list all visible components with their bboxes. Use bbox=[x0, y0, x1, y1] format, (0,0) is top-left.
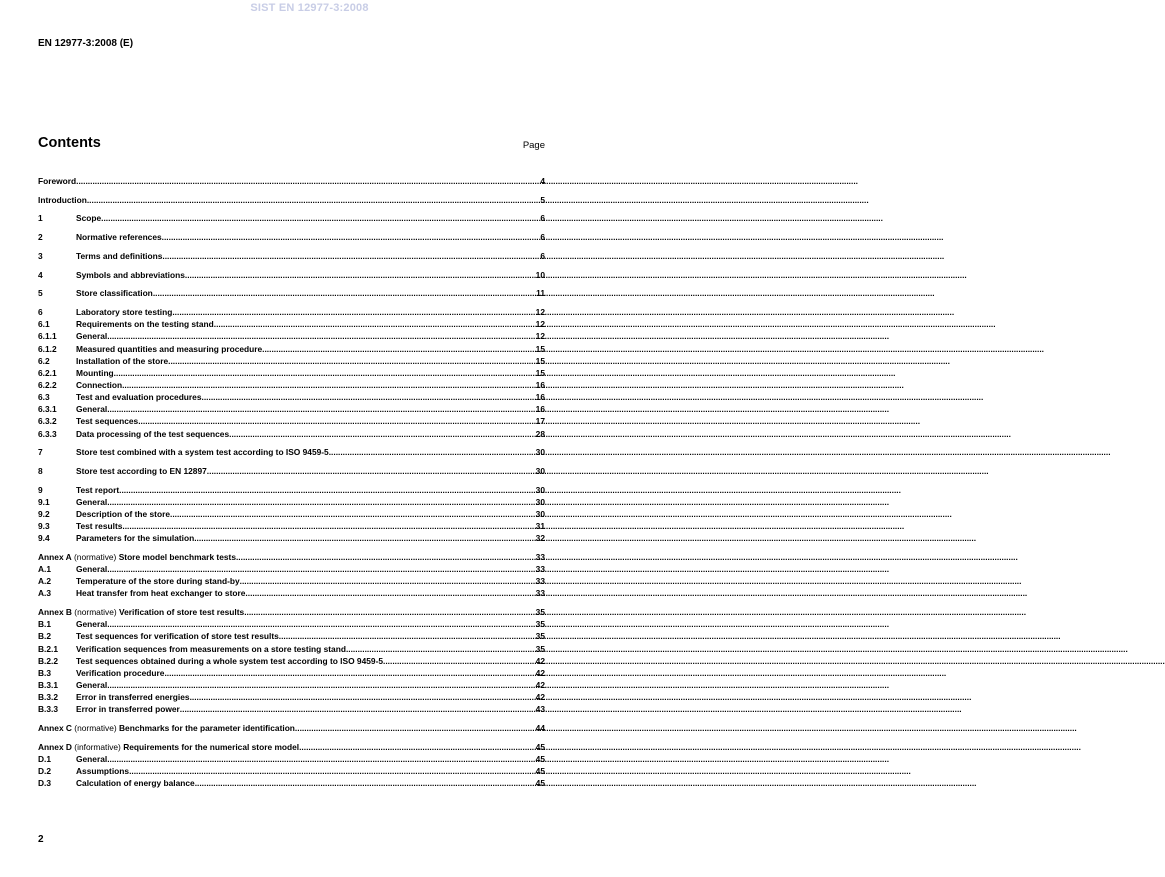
annex-label: Annex B bbox=[38, 607, 72, 618]
toc-entry-page: 15 bbox=[535, 367, 545, 378]
annex-title: Requirements for the numerical store model bbox=[123, 741, 300, 752]
toc-entry[interactable] bbox=[38, 379, 545, 391]
toc-entry-page: 16 bbox=[535, 392, 545, 403]
toc-entry-number: B.1 bbox=[38, 619, 52, 630]
table-of-contents bbox=[38, 175, 545, 796]
toc-entry-number: A.2 bbox=[38, 576, 52, 587]
toc-entry-title: Parameters for the simulation bbox=[76, 533, 195, 544]
dot-leader bbox=[153, 287, 536, 299]
dot-leader bbox=[107, 753, 535, 765]
toc-entry-page: 35 bbox=[535, 631, 545, 642]
toc-entry-page: 45 bbox=[535, 766, 545, 777]
annex-label: Annex A bbox=[38, 552, 72, 563]
dot-leader bbox=[236, 551, 536, 563]
toc-entry-number: 6.2 bbox=[38, 355, 50, 366]
annex-kind: (normative) bbox=[71, 552, 119, 563]
toc-entry-page: 35 bbox=[535, 619, 545, 630]
toc-entry[interactable] bbox=[38, 355, 545, 367]
toc-entry-title: Store test combined with a system test according to ISO 9459-5 bbox=[76, 447, 329, 458]
toc-entry-page: 45 bbox=[535, 741, 545, 752]
toc-entry-number: 6.3 bbox=[38, 392, 50, 403]
toc-entry[interactable] bbox=[38, 777, 545, 789]
toc-entry-number: B.3.3 bbox=[38, 704, 59, 715]
toc-entry-number: 6.3.2 bbox=[38, 416, 57, 427]
toc-entry-title: Test and evaluation procedures bbox=[76, 392, 202, 403]
toc-entry-number: B.3 bbox=[38, 667, 52, 678]
toc-entry-number: 9.4 bbox=[38, 533, 50, 544]
toc-entry-number: A.3 bbox=[38, 588, 52, 599]
toc-entry-page: 15 bbox=[535, 343, 545, 354]
toc-entry-title: Store classification bbox=[76, 288, 153, 299]
toc-entry-page: 16 bbox=[535, 404, 545, 415]
toc-entry[interactable] bbox=[38, 643, 545, 655]
toc-entry[interactable] bbox=[38, 520, 545, 532]
toc-entry[interactable] bbox=[38, 741, 545, 753]
dot-leader bbox=[170, 508, 536, 520]
toc-entry[interactable] bbox=[38, 722, 545, 734]
toc-entry[interactable] bbox=[38, 679, 545, 691]
toc-entry-number: 6.3.3 bbox=[38, 428, 57, 439]
dot-leader bbox=[346, 643, 536, 655]
toc-entry-number: D.1 bbox=[38, 753, 52, 764]
dot-leader bbox=[279, 630, 536, 642]
toc-entry[interactable] bbox=[38, 287, 545, 299]
toc-entry-title: Error in transferred power bbox=[76, 704, 180, 715]
toc-entry-title: Test sequences for verification of store test results bbox=[76, 631, 279, 642]
toc-entry[interactable] bbox=[38, 563, 545, 575]
toc-entry-title: Test sequences obtained during a whole system test according to ISO 9459-5 bbox=[76, 655, 384, 666]
toc-entry-page: 42 bbox=[535, 692, 545, 703]
dot-leader bbox=[202, 391, 536, 403]
toc-group bbox=[38, 269, 545, 281]
dot-leader bbox=[107, 496, 535, 508]
toc-entry-page: 42 bbox=[535, 655, 545, 666]
dot-leader bbox=[295, 722, 536, 734]
toc-entry-title: General bbox=[76, 619, 108, 630]
toc-entry-number: B.2.2 bbox=[38, 655, 59, 666]
watermark: SIST EN 12977-3:2008 bbox=[250, 2, 369, 14]
toc-entry[interactable] bbox=[38, 508, 545, 520]
toc-entry-page: 42 bbox=[535, 680, 545, 691]
toc-entry-page: 12 bbox=[535, 331, 545, 342]
toc-group bbox=[38, 484, 545, 545]
toc-entry-number: 6.2.2 bbox=[38, 379, 57, 390]
toc-entry-number: B.2 bbox=[38, 631, 52, 642]
toc-entry[interactable] bbox=[38, 587, 545, 599]
toc-entry-number: A.1 bbox=[38, 564, 52, 575]
toc-entry-number: B.3.1 bbox=[38, 680, 59, 691]
toc-entry-page: 32 bbox=[535, 533, 545, 544]
toc-entry[interactable] bbox=[38, 630, 545, 642]
dot-leader bbox=[107, 563, 535, 575]
toc-entry-page: 30 bbox=[535, 484, 545, 495]
toc-entry[interactable] bbox=[38, 655, 545, 667]
dot-leader bbox=[240, 575, 536, 587]
dot-leader bbox=[214, 318, 536, 330]
toc-entry-page: 12 bbox=[535, 307, 545, 318]
toc-entry[interactable] bbox=[38, 391, 545, 403]
toc-entry-title: Heat transfer from heat exchanger to store bbox=[76, 588, 246, 599]
toc-entry-page: 30 bbox=[535, 447, 545, 458]
toc-entry[interactable] bbox=[38, 428, 545, 440]
toc-entry-number: D.3 bbox=[38, 778, 52, 789]
toc-entry-title: Assumptions bbox=[76, 766, 130, 777]
toc-entry-title: Test results bbox=[76, 521, 123, 532]
toc-entry-number: 6.2.1 bbox=[38, 367, 57, 378]
toc-entry-number: 9.1 bbox=[38, 496, 50, 507]
toc-entry[interactable] bbox=[38, 343, 545, 355]
toc-entry-page: 35 bbox=[535, 607, 545, 618]
toc-entry-page: 45 bbox=[535, 753, 545, 764]
toc-entry[interactable] bbox=[38, 415, 545, 427]
toc-entry[interactable] bbox=[38, 496, 545, 508]
toc-entry-page: 5 bbox=[540, 194, 545, 205]
toc-entry-number: 7 bbox=[38, 447, 43, 458]
toc-group bbox=[38, 287, 545, 299]
toc-group bbox=[38, 551, 545, 600]
toc-entry-title: Normative references bbox=[76, 232, 162, 243]
toc-entry-title: Mounting bbox=[76, 367, 114, 378]
toc-entry-page: 15 bbox=[535, 355, 545, 366]
toc-entry-page: 12 bbox=[535, 319, 545, 330]
toc-entry[interactable] bbox=[38, 484, 545, 496]
toc-entry-page: 31 bbox=[535, 521, 545, 532]
dot-leader bbox=[119, 484, 536, 496]
dot-leader bbox=[107, 679, 535, 691]
toc-entry-title: Connection bbox=[76, 379, 123, 390]
toc-group bbox=[38, 606, 545, 715]
toc-entry-title: General bbox=[76, 753, 108, 764]
annex-kind: (informative) bbox=[71, 741, 124, 752]
toc-entry-page: 11 bbox=[536, 288, 545, 299]
toc-entry-title: General bbox=[76, 404, 108, 415]
dot-leader bbox=[244, 606, 535, 618]
dot-leader bbox=[194, 532, 535, 544]
toc-entry[interactable] bbox=[38, 618, 545, 630]
annex-title: Store model benchmark tests bbox=[118, 552, 236, 563]
toc-entry-title bbox=[38, 722, 295, 734]
toc-entry-title: Requirements on the testing stand bbox=[76, 319, 214, 330]
toc-entry-page: 33 bbox=[535, 552, 545, 563]
toc-entry-page: 42 bbox=[535, 667, 545, 678]
toc-entry[interactable] bbox=[38, 532, 545, 544]
toc-entry-page: 44 bbox=[535, 723, 545, 734]
toc-entry[interactable] bbox=[38, 194, 545, 206]
toc-entry-page: 33 bbox=[535, 588, 545, 599]
toc-group bbox=[38, 250, 545, 262]
toc-entry[interactable] bbox=[38, 212, 545, 224]
annex-title: Verification of store test results bbox=[119, 607, 245, 618]
toc-entry[interactable] bbox=[38, 446, 545, 458]
toc-entry-title: Test report bbox=[76, 484, 120, 495]
toc-group bbox=[38, 194, 545, 206]
toc-entry-title: Verification procedure bbox=[76, 667, 165, 678]
dot-leader bbox=[168, 355, 536, 367]
dot-leader bbox=[114, 367, 536, 379]
toc-entry[interactable] bbox=[38, 318, 545, 330]
toc-entry[interactable] bbox=[38, 403, 545, 415]
toc-entry-page: 28 bbox=[535, 428, 545, 439]
dot-leader bbox=[107, 618, 535, 630]
toc-entry-number: 8 bbox=[38, 466, 43, 477]
toc-entry-title bbox=[38, 741, 299, 753]
toc-entry-title: General bbox=[76, 680, 108, 691]
toc-entry-title: General bbox=[76, 564, 108, 575]
dot-leader bbox=[172, 306, 535, 318]
toc-group bbox=[38, 212, 545, 224]
toc-entry-page: 43 bbox=[535, 704, 545, 715]
toc-group bbox=[38, 741, 545, 790]
toc-entry[interactable] bbox=[38, 306, 545, 318]
annex-kind: (normative) bbox=[71, 607, 119, 618]
dot-leader bbox=[162, 231, 541, 243]
toc-entry-number: 9 bbox=[38, 484, 43, 495]
toc-entry-page: 30 bbox=[535, 496, 545, 507]
toc-entry[interactable] bbox=[38, 465, 545, 477]
toc-entry-page: 33 bbox=[535, 564, 545, 575]
toc-group bbox=[38, 231, 545, 243]
toc-entry-title: Calculation of energy balance bbox=[76, 778, 195, 789]
toc-entry-number: 6.1.2 bbox=[38, 343, 57, 354]
toc-entry-title: Temperature of the store during stand-by bbox=[76, 576, 240, 587]
toc-entry[interactable] bbox=[38, 691, 545, 703]
toc-entry-page: 10 bbox=[535, 269, 545, 280]
dot-leader bbox=[162, 250, 540, 262]
toc-entry-page: 33 bbox=[535, 576, 545, 587]
toc-group bbox=[38, 465, 545, 477]
toc-entry-title: Introduction bbox=[38, 194, 87, 205]
toc-entry[interactable] bbox=[38, 765, 545, 777]
dot-leader bbox=[383, 655, 536, 667]
toc-entry-page: 6 bbox=[540, 250, 545, 261]
dot-leader bbox=[207, 465, 536, 477]
toc-entry-title: General bbox=[76, 331, 108, 342]
toc-entry-number: 1 bbox=[38, 213, 43, 224]
toc-entry-number: 6 bbox=[38, 307, 43, 318]
dot-leader bbox=[190, 691, 536, 703]
toc-group bbox=[38, 722, 545, 734]
dot-leader bbox=[107, 330, 535, 342]
dot-leader bbox=[262, 343, 536, 355]
toc-entry[interactable] bbox=[38, 606, 545, 618]
toc-entry[interactable] bbox=[38, 231, 545, 243]
dot-leader bbox=[180, 703, 536, 715]
toc-entry-number: 5 bbox=[38, 288, 43, 299]
annex-title: Benchmarks for the parameter identification bbox=[119, 723, 295, 734]
annex-kind: (normative) bbox=[71, 723, 119, 734]
toc-entry-title bbox=[38, 551, 236, 563]
dot-leader bbox=[229, 428, 536, 440]
toc-entry-title: Error in transferred energies bbox=[76, 692, 190, 703]
toc-entry-number: 6.1 bbox=[38, 319, 50, 330]
toc-entry-number: 6.3.1 bbox=[38, 404, 57, 415]
toc-entry-number: 9.3 bbox=[38, 521, 50, 532]
dot-leader bbox=[129, 765, 536, 777]
toc-entry[interactable] bbox=[38, 367, 545, 379]
toc-entry[interactable] bbox=[38, 551, 545, 563]
toc-entry-title bbox=[38, 606, 244, 618]
toc-entry-title: Test sequences bbox=[76, 416, 139, 427]
dot-leader bbox=[122, 520, 535, 532]
toc-entry-title: Foreword bbox=[38, 176, 77, 186]
toc-entry-page: 16 bbox=[535, 379, 545, 390]
toc-entry-title: Symbols and abbreviations bbox=[76, 269, 185, 280]
dot-leader bbox=[87, 194, 540, 206]
toc-entry-title: Verification sequences from measurements on a store testing stand bbox=[76, 643, 346, 654]
toc-entry-number: 9.2 bbox=[38, 509, 50, 520]
toc-entry-page: 30 bbox=[535, 466, 545, 477]
contents-heading: Contents bbox=[38, 135, 101, 151]
dot-leader bbox=[329, 446, 536, 458]
toc-entry-title: Terms and definitions bbox=[76, 250, 163, 261]
toc-entry[interactable] bbox=[38, 330, 545, 342]
toc-group bbox=[38, 446, 545, 458]
annex-label: Annex C bbox=[38, 723, 72, 734]
toc-entry-title: Store test according to EN 12897 bbox=[76, 466, 207, 477]
toc-entry-title: Data processing of the test sequences bbox=[76, 428, 230, 439]
toc-entry-page: 6 bbox=[540, 213, 545, 224]
toc-entry[interactable] bbox=[38, 703, 545, 715]
toc-entry-number: 6.1.1 bbox=[38, 331, 57, 342]
toc-entry-page: 45 bbox=[535, 778, 545, 789]
toc-entry-number: B.3.2 bbox=[38, 692, 59, 703]
toc-group bbox=[38, 175, 545, 187]
dot-leader bbox=[107, 403, 535, 415]
toc-entry-title: Installation of the store bbox=[76, 355, 169, 366]
toc-entry-number: B.2.1 bbox=[38, 643, 59, 654]
annex-label: Annex D bbox=[38, 741, 72, 752]
toc-entry[interactable] bbox=[38, 753, 545, 765]
dot-leader bbox=[101, 212, 540, 224]
document-id: EN 12977-3:2008 (E) bbox=[38, 38, 134, 49]
toc-entry[interactable] bbox=[38, 250, 545, 262]
toc-entry-page: 30 bbox=[535, 509, 545, 520]
toc-entry[interactable] bbox=[38, 667, 545, 679]
toc-group bbox=[38, 306, 545, 440]
toc-entry-title: Laboratory store testing bbox=[76, 307, 173, 318]
dot-leader bbox=[138, 415, 535, 427]
toc-entry-page: 4 bbox=[540, 176, 545, 186]
toc-entry-number: D.2 bbox=[38, 766, 52, 777]
toc-entry[interactable] bbox=[38, 175, 545, 187]
toc-entry-page: 35 bbox=[535, 643, 545, 654]
toc-entry[interactable] bbox=[38, 575, 545, 587]
toc-entry-title: Measured quantities and measuring procedure bbox=[76, 343, 263, 354]
toc-entry-number: 4 bbox=[38, 269, 43, 280]
toc-entry[interactable] bbox=[38, 269, 545, 281]
dot-leader bbox=[76, 175, 540, 187]
toc-entry-page: 17 bbox=[535, 416, 545, 427]
toc-entry-number: 3 bbox=[38, 250, 43, 261]
dot-leader bbox=[164, 667, 535, 679]
dot-leader bbox=[195, 777, 536, 789]
toc-entry-number: 2 bbox=[38, 232, 43, 243]
toc-entry-title: Description of the store bbox=[76, 509, 170, 520]
dot-leader bbox=[299, 741, 536, 753]
page-number: 2 bbox=[38, 834, 44, 845]
dot-leader bbox=[245, 587, 535, 599]
dot-leader bbox=[185, 269, 536, 281]
toc-entry-page: 6 bbox=[540, 232, 545, 243]
toc-entry-title: General bbox=[76, 496, 108, 507]
toc-entry-title: Scope bbox=[76, 213, 102, 224]
page-column-label: Page bbox=[522, 140, 545, 151]
dot-leader bbox=[122, 379, 536, 391]
